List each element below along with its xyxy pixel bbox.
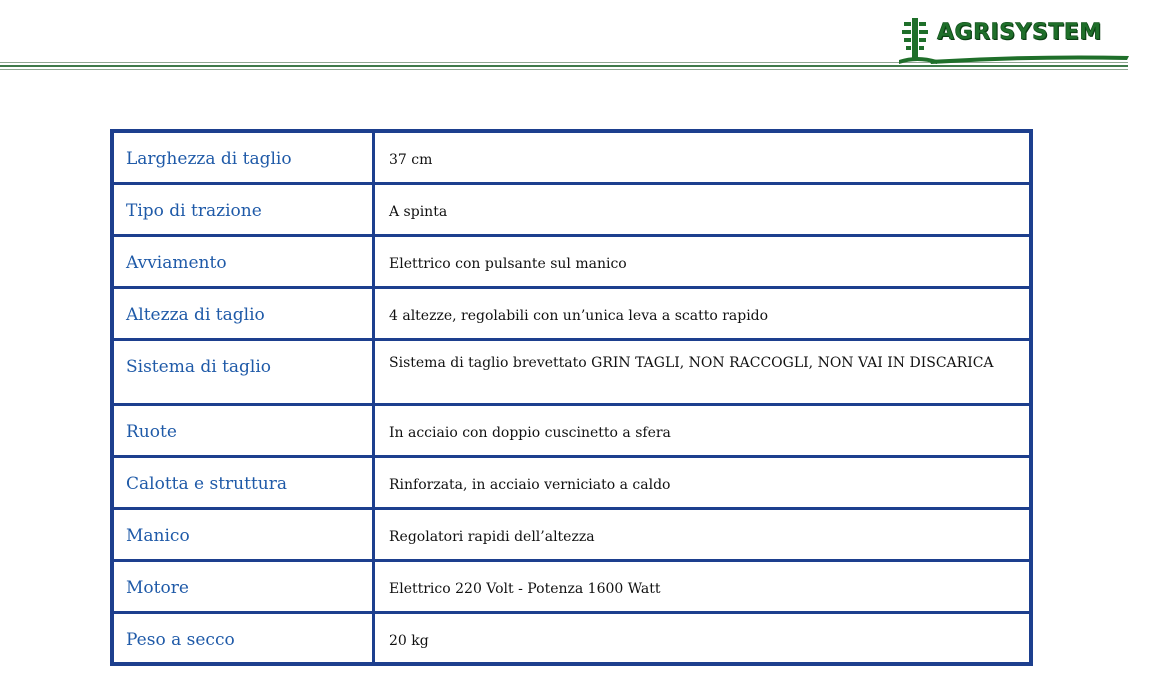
row-value: Sistema di taglio brevettato GRIN TAGLI, NON RACCOGLI, NON VAI IN DISCARICA: [374, 339, 1032, 404]
row-label: Ruote: [112, 404, 374, 456]
table-row: [112, 508, 1031, 560]
row-label: Motore: [112, 560, 374, 612]
row-value: 20 kg: [374, 612, 1032, 664]
table-row: [112, 612, 1031, 664]
logo-swoosh: [929, 52, 1129, 66]
row-label: Manico: [112, 508, 374, 560]
table-row: [112, 404, 1031, 456]
row-value: Regolatori rapidi dell’altezza: [374, 508, 1032, 560]
row-label: Tipo di trazione: [112, 183, 374, 235]
spec-table: [110, 129, 1033, 666]
table-row: [112, 560, 1031, 612]
table-row: [112, 131, 1031, 183]
row-label: Altezza di taglio: [112, 287, 374, 339]
row-label: Sistema di taglio: [112, 339, 374, 404]
table-row: [112, 287, 1031, 339]
row-label: Calotta e struttura: [112, 456, 374, 508]
table-row: [112, 183, 1031, 235]
row-value: 37 cm: [374, 131, 1032, 183]
row-value: Rinforzata, in acciaio verniciato a caldo: [374, 456, 1032, 508]
row-value: Elettrico con pulsante sul manico: [374, 235, 1032, 287]
row-label: Larghezza di taglio: [112, 131, 374, 183]
table-row: [112, 456, 1031, 508]
row-value: Elettrico 220 Volt - Potenza 1600 Watt: [374, 560, 1032, 612]
row-value: 4 altezze, regolabili con un’unica leva a scatto rapido: [374, 287, 1032, 339]
table-row: [112, 235, 1031, 287]
brand-name: AGRISYSTEM: [937, 20, 1102, 45]
row-value: In acciaio con doppio cuscinetto a sfera: [374, 404, 1032, 456]
row-value: A spinta: [374, 183, 1032, 235]
row-label: Avviamento: [112, 235, 374, 287]
row-label: Peso a secco: [112, 612, 374, 664]
brand-logo: [897, 14, 1129, 70]
table-row: [112, 339, 1031, 404]
